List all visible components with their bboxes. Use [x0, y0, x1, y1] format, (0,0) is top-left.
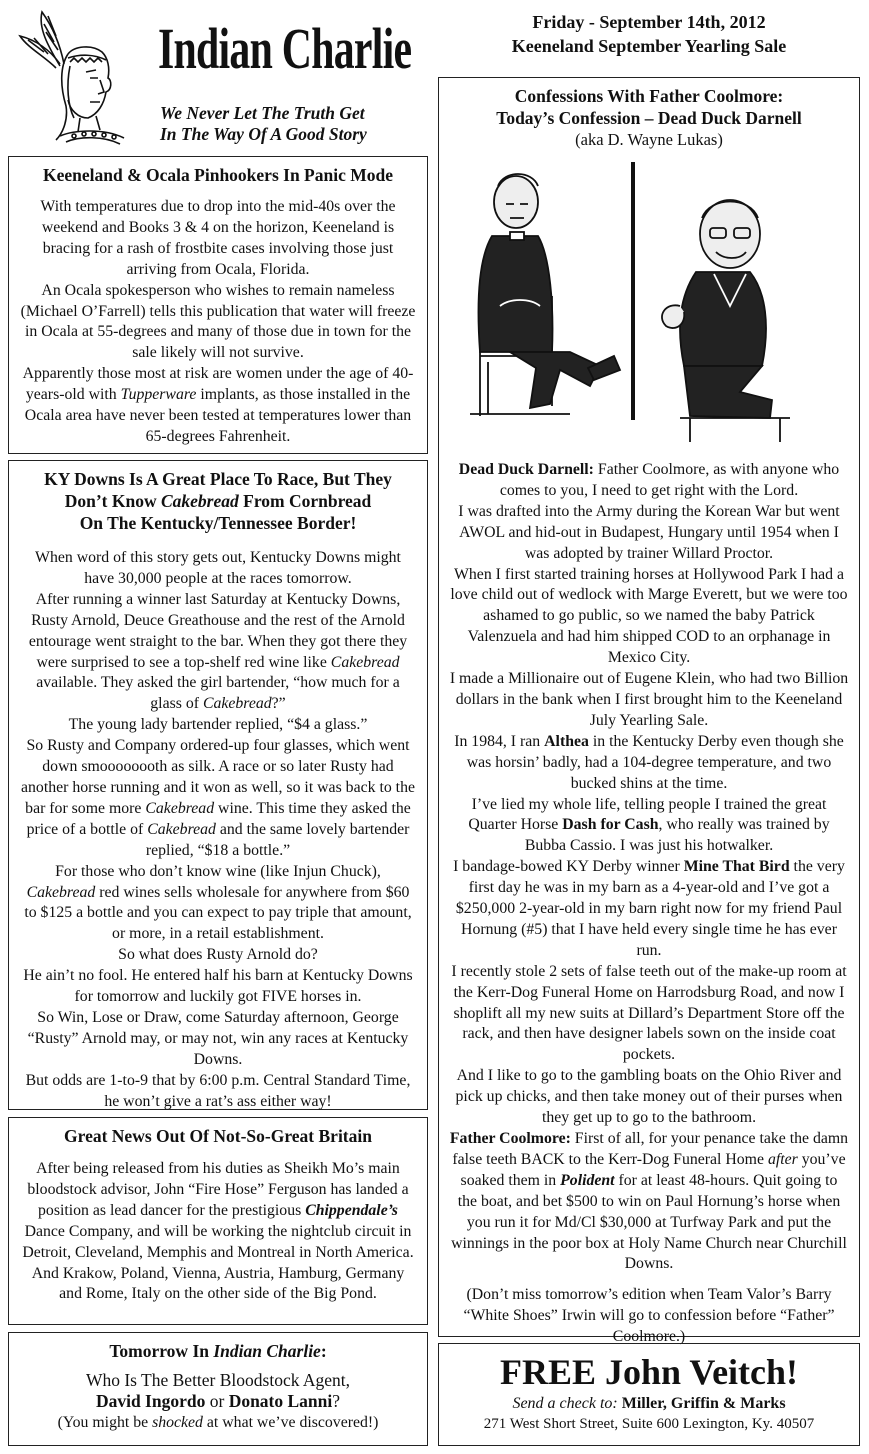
story-headline: Keeneland & Ocala Pinhookers In Panic Mode: [43, 165, 393, 185]
story-body: When word of this story gets out, Kentucky Downs might have 30,000 people at the races tomorrow. After running a winner last Saturday at Kentucky Downs, Rusty Arnold, Deuce Greathouse and the rest of the Arnold entourage went straight to the bar. When they got there they were surprised to see a top-shelf red wine like Cakebread available. They asked the girl bartender, “how much for a glass of Cakebread?” The young lady bartender replied, “$4 a glass.” So Rusty and Company ordered-up four glasses, which went down smoooooooth as silk. A race or so later Rusty had another horse running and it won as well, so it was back to the bar for some more Cakebread wine. This time they asked the price of a bottle of Cakebread and the same lovely bartender replied, “$18 a bottle.” For those who don’t know wine (like Injun Chuck), Cakebread red wines sells wholesale for anywhere from $60 to $125 a bottle and you can expect to pay triple that amount, or more, in a retail establishment. So what does Rusty Arnold do? He ain’t no fool. He entered half his barn at Kentucky Downs for tomorrow and luckily got FIVE horses in. So Win, Lose or Draw, come Saturday afternoon, George “Rusty” Arnold may, or may not, win any races at Kentucky Downs. But odds are 1-to-9 that by 6:00 p.m. Central Standard Time, he won’t give a rat’s ass either way!: [21, 549, 415, 1110]
story-great-britain: [8, 1117, 428, 1325]
indian-chief-portrait-icon: [8, 6, 148, 151]
tagline-line-1: We Never Let The Truth Get: [160, 103, 365, 123]
story-headline: Confessions With Father Coolmore: Today’s Confession – Dead Duck Darnell: [496, 86, 802, 128]
story-subhead: (aka D. Wayne Lukas): [575, 130, 723, 149]
masthead-title: Indian Charlie: [158, 16, 412, 81]
story-body: With temperatures due to drop into the mid-40s over the weekend and Books 3 & 4 on the horizon, Keeneland is bracing for a rash of frostbite cases involving those just arriving from Ocala, Florida. An Ocala spokesperson who wishes to remain nameless (Michael O’Farrell) tells this publication that water will freeze in Ocala at 55-degrees and many of those due in town for the sale likely will not survive. Apparently those most at risk are women under the age of 40-years-old with Tupperware implants, as those installed in the Ocala area have never been tested at temperatures lower than 65-degrees Fahrenheit.: [20, 198, 416, 445]
event-name: Keeneland September Yearling Sale: [511, 36, 787, 56]
story-pinhookers: [8, 156, 428, 454]
story-headline: KY Downs Is A Great Place To Race, But They Don’t Know Cakebread From Cornbread On The Kentucky/Tennessee Border!: [44, 469, 392, 533]
masthead-tagline: [160, 103, 367, 145]
issue-date: Friday - September 14th, 2012: [532, 12, 766, 32]
tagline-line-2: In The Way Of A Good Story: [160, 124, 367, 144]
story-ky-downs: [8, 460, 428, 1110]
story-headline: Tomorrow In Indian Charlie:: [109, 1341, 327, 1361]
story-headline: Great News Out Of Not-So-Great Britain: [64, 1126, 372, 1146]
story-body: Who Is The Better Bloodstock Agent, David Ingordo or Donato Lanni? (You might be shocked at what we’ve discovered!): [57, 1370, 379, 1431]
story-body: Dead Duck Darnell: Father Coolmore, as with anyone who comes to you, I need to get right with the Lord. I was drafted into the Army during the Korean War but went AWOL and hid-out in Budapest, Hungary until 1954 when I was adopted by trainer Willard Proctor. When I first started training horses at Hollywood Park I had a love child out of wedlock with Marge Everett, but we were too ashamed to go public, so we named the baby Patrick Valenzuela and had him shipped COD to an orphanage in Mexico City. I made a Millionaire out of Eugene Klein, who had two Billion dollars in the bank when I first brought him to the Keeneland July Yearling Sale. In 1984, I ran Althea in the Kentucky Derby even though she was horsin’ badly, had a 104-degree temperature, and two bucked shins at the time. I’ve lied my whole life, telling people I trained the great Quarter Horse Dash for Cash, who really was trained by Bubba Cassio. I was just his hotwalker. I bandage-bowed KY Derby winner Mine That Bird the very first day he was in my barn as a 4-year-old and I’ve got a $250,000 2-year-old in my barn right now for my friend Paul Hornung (#5) that I have held every single time he has ever run. I recently stole 2 sets of false teeth out of the make-up room at the Kerr-Dog Funeral Home on Harrodsburg Road, and now I shoplift all my new suits at Dillard’s Department Store off the rack, and then have designer labels sown on the inside coat pockets. And I like to go to the gambling boats on the Ohio River and pick up chicks, and then take money out of their purses when they get up to go to the bathroom. Father Coolmore: First of all, for your penance take the damn false teeth BACK to the Kerr-Dog Funeral Home after you’ve soaked them in Polident for at least 48-hours. Quit going to the boat, and bet $500 to win on Paul Hornung’s horse when you run it for Md/Cl $30,000 at Turfway Park and put the winnings in the poor box at Holy Name Church near Churchill Downs. (Don’t miss tomorrow’s edition when Team Valor’s Barry “White Shoes” Irwin will go to confession before “Father” Coolmore.): [449, 461, 849, 1346]
free-headline: FREE John Veitch!: [499, 1352, 799, 1392]
story-tomorrow: [8, 1332, 428, 1446]
dateline: [440, 10, 858, 58]
mailing-address: 271 West Short Street, Suite 600 Lexington, Ky. 40507: [483, 1416, 815, 1432]
story-confession: [438, 77, 860, 1346]
free-john-veitch-box: [438, 1343, 860, 1446]
story-body: After being released from his duties as Sheikh Mo’s main bloodstock advisor, John “Fire Hose” Ferguson has landed a position as lead dancer for the prestigious Chippendale’s Dance Company, and will be working the nightclub circuit in Detroit, Cleveland, Memphis and Montreal in North America. And Krakow, Poland, Vienna, Austria, Hamburg, Germany and Rome, Italy on the other side of the Big Pond.: [22, 1160, 414, 1303]
send-check-line: Send a check to: Miller, Griffin & Marks: [512, 1395, 786, 1412]
priest-and-penitent-cartoon-icon: [439, 156, 859, 458]
